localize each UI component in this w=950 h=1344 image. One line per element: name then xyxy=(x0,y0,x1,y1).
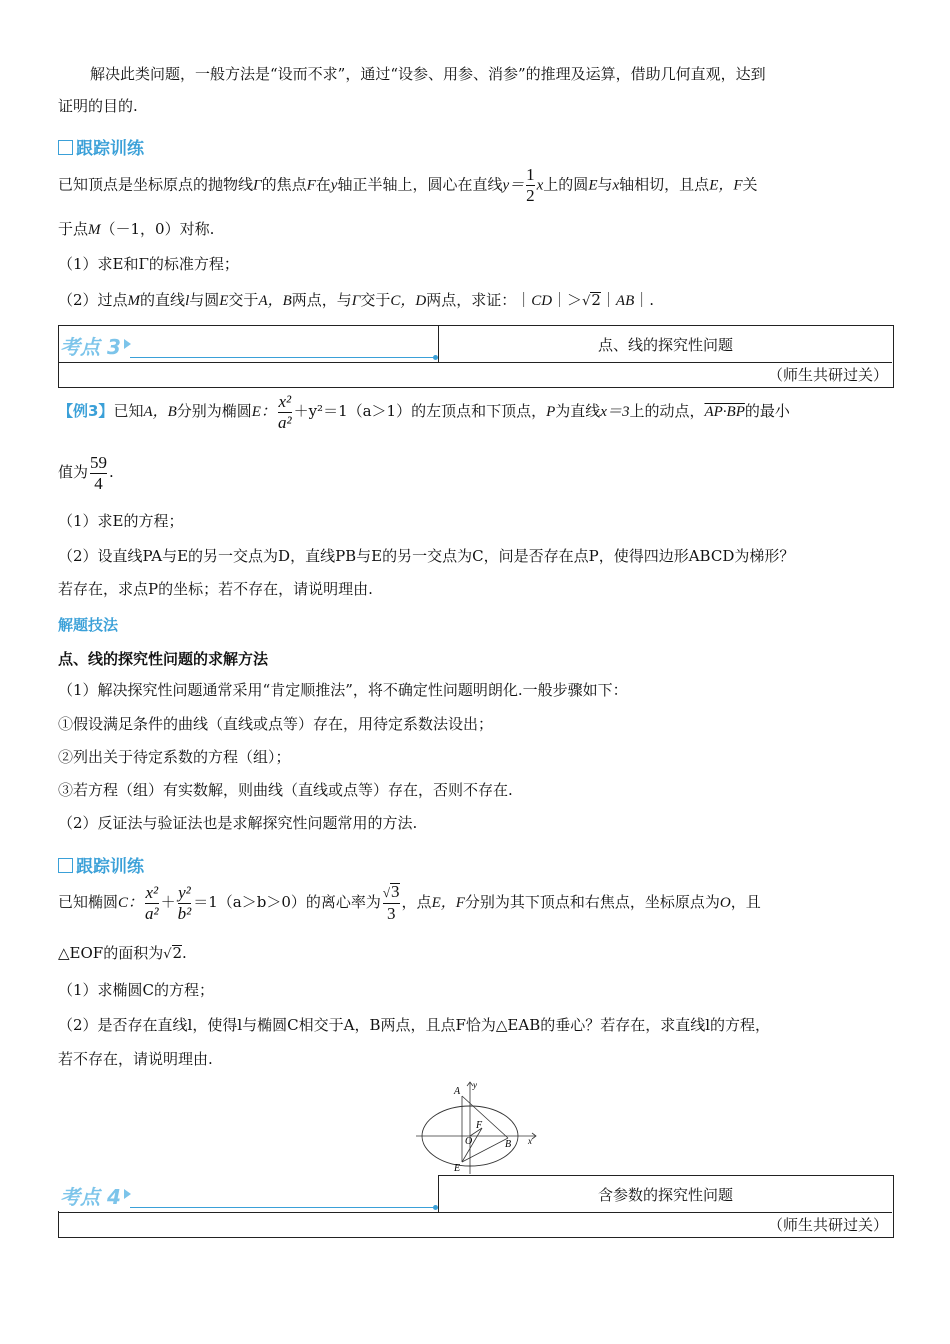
track1-question-1: （1）求E和Γ的标准方程； xyxy=(58,255,239,273)
fraction-x2-a2: $\frac{\text{x²}}{\text{a²}}$ xyxy=(277,391,292,432)
fraction-half: $\frac{1}{2}$ xyxy=(526,165,535,205)
example3-line-2: 值为 $\frac{59}{4}$ . xyxy=(58,452,114,493)
dot-icon xyxy=(433,355,438,360)
method-line-4: ③若方程（组）有实数解，则曲线（直线或点等）存在，否则不存在. xyxy=(58,781,513,799)
method-title: 点、线的探究性问题的求解方法 xyxy=(58,650,269,668)
method-line-2: ①假设满足条件的曲线（直线或点等）存在，用待定系数法设出； xyxy=(58,715,494,733)
method-line-3: ②列出关于待定系数的方程（组）； xyxy=(58,748,291,766)
track2-question-1: （1）求椭圆C的方程； xyxy=(58,981,215,999)
fraction-x2-a2: $\frac{\text{x²}}{\text{a²}}$ xyxy=(145,882,159,923)
example3-question-2a: （2）设直线PA与E的另一交点为D，直线PB与E的另一交点为C，问是否存在点P，使得四边形ABCD为梯形？ xyxy=(58,547,795,565)
kaodian-3-label: 考点 3 xyxy=(60,335,121,359)
checkbox-icon xyxy=(58,140,73,155)
track1-problem-line-1: 已知顶点是坐标原点的抛物线Γ的焦点F在y轴正半轴上，圆心在直线y＝ $\frac{1}{2}$ x上的圆E与x轴相切，且点E，F关 xyxy=(58,165,758,205)
fraction-59-4: $\frac{59}{4}$ xyxy=(90,452,108,493)
track2-question-2b: 若不存在，请说明理由. xyxy=(58,1050,213,1068)
track2-line-2: △EOF的面积为√2. xyxy=(58,944,187,962)
track1-problem-line-2: 于点M（－1，0）对称. xyxy=(58,220,215,238)
kaodian-4-label: 考点 4 xyxy=(60,1185,121,1209)
track-heading-2: 跟踪训练 xyxy=(58,852,144,877)
track2-line-1: 已知椭圆C： $\frac{\text{x²}}{\text{a²}}$ ＋ $\frac{\text{y²}}{\text{b²}}$ ＝1（a＞b＞0）的离心率为 $\frac{√3}{3}$ ，点E，F分别为其下顶点和右焦点，坐标原点为O，且 xyxy=(58,882,761,923)
label-o: O xyxy=(465,1136,473,1147)
underline xyxy=(130,357,435,358)
example-tag: 【例3】 xyxy=(58,402,114,420)
label-b: B xyxy=(505,1139,512,1150)
ellipse-figure xyxy=(412,1078,542,1176)
intro-line-1: 解决此类问题，一般方法是“设而不求”，通过“设参、用参、消参”的推理及运算，借助几何直观，达到 xyxy=(90,65,766,83)
example3-line-1: 【例3】已知A，B分别为椭圆E： $\frac{\text{x²}}{\text{a²}}$ ＋y²＝1（a＞1）的左顶点和下顶点，P为直线x＝3上的动点，AP·BP的最小 xyxy=(58,391,790,432)
divider xyxy=(58,362,892,363)
fraction-sqrt3-3: $\frac{√3}{3}$ xyxy=(382,882,400,923)
label-f: F xyxy=(476,1120,483,1131)
label-x: x xyxy=(528,1136,532,1146)
method-line-1: （1）解决探究性问题通常采用“肯定顺推法”，将不确定性问题明朗化.一般步骤如下： xyxy=(58,681,628,699)
dot-icon xyxy=(433,1205,438,1210)
kaodian-3-subtitle: （师生共研过关） xyxy=(767,366,888,384)
checkbox-icon xyxy=(58,858,73,873)
track-heading-1: 跟踪训练 xyxy=(58,134,144,159)
fraction-y2-b2: $\frac{\text{y²}}{\text{b²}}$ xyxy=(177,882,192,923)
method-line-5: （2）反证法与验证法也是求解探究性问题常用的方法. xyxy=(58,814,418,832)
example3-question-1: （1）求E的方程； xyxy=(58,512,184,530)
radical-icon: √ xyxy=(582,294,591,309)
segment xyxy=(462,1096,508,1138)
label-a: A xyxy=(454,1086,461,1097)
kaodian-4-title: 含参数的探究性问题 xyxy=(597,1186,733,1204)
radical-icon: √ xyxy=(382,885,391,900)
label-e: E xyxy=(454,1163,461,1174)
arrow-icon xyxy=(124,1189,131,1199)
kaodian-3-title: 点、线的探究性问题 xyxy=(597,336,733,354)
example3-question-2b: 若存在，求点P的坐标；若不存在，请说明理由. xyxy=(58,580,373,598)
arrow-icon xyxy=(124,339,131,349)
track2-question-2a: （2）是否存在直线l，使得l与椭圆C相交于A，B两点，且点F恰为△EAB的垂心？若存在，求直线l的方程， xyxy=(58,1016,771,1034)
divider xyxy=(58,1212,892,1213)
method-heading: 解题技法 xyxy=(58,616,119,634)
track1-question-2: （2）过点M的直线l与圆E交于A，B两点，与Γ交于C，D两点，求证：｜CD｜＞√2｜AB｜. xyxy=(58,291,655,309)
kaodian-4-subtitle: （师生共研过关） xyxy=(767,1216,888,1234)
radical-icon: √ xyxy=(163,947,172,962)
intro-line-2: 证明的目的. xyxy=(58,97,138,115)
underline xyxy=(130,1207,435,1208)
label-y: y xyxy=(473,1080,477,1090)
